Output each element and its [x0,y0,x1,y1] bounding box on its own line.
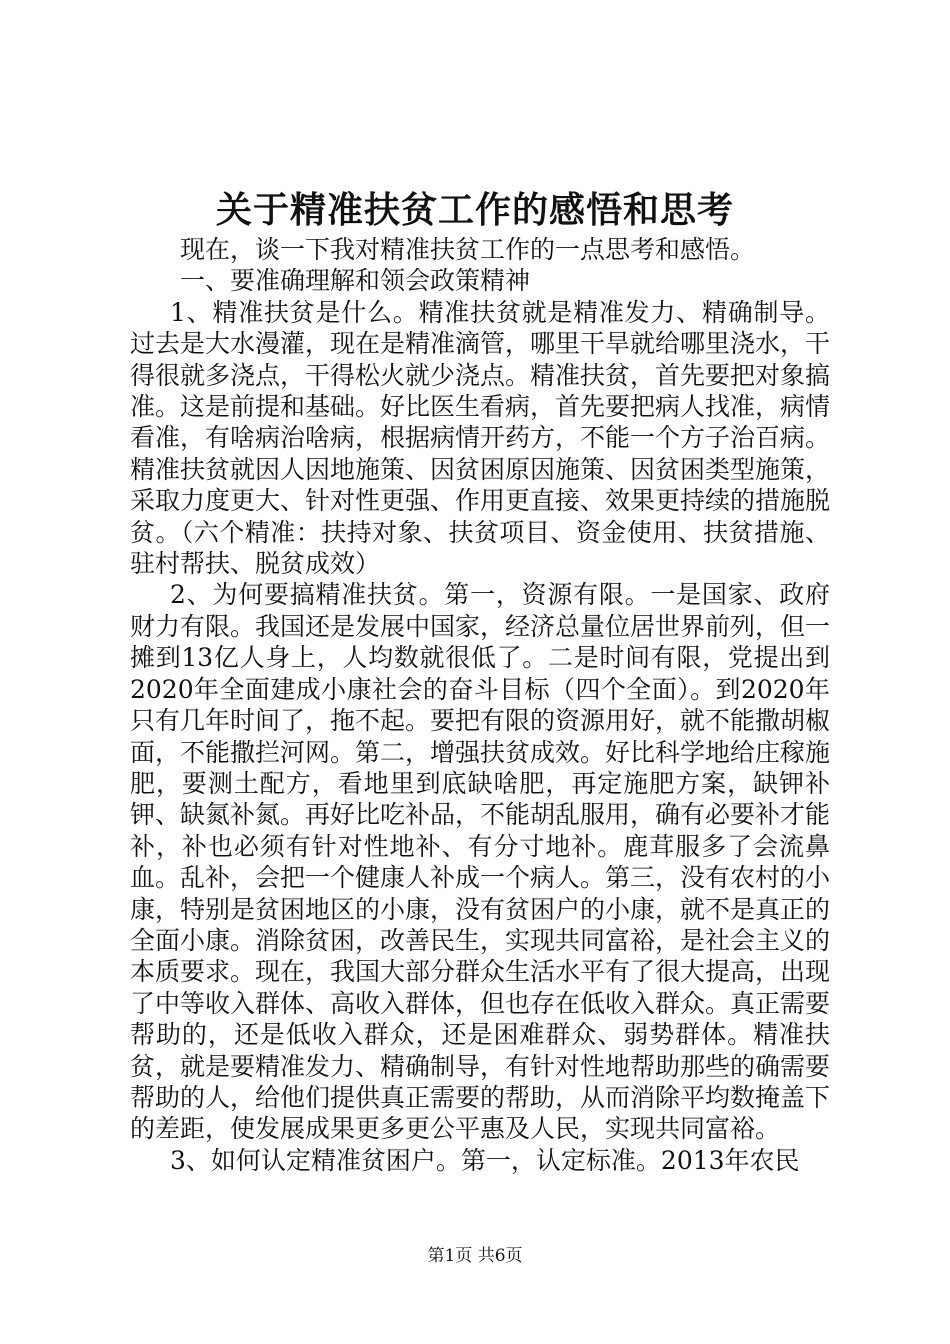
section-heading-1: 一、要准确理解和领会政策精神 [180,266,531,296]
page-footer: 第1页 共6页 [427,1246,523,1266]
paragraph-1: 1、精准扶贫是什么。精准扶贫就是精准发力、精确制导。过去是大水漫灌，现在是精准滴管，哪里干旱就给哪里浇水，干得很就多浇点，干得松火就少浇点。精准扶贫，首先要把对象搞准。这是前提和基础。好比医生看病，首先要把病人找准，病情看准，有啥病治啥病，根据病情开药方，不能一个方子治百病。精准扶贫就因人因地施策、因贫困原因施策、因贫困类型施策，采取力度更大、针对性更强、作用更直接、效果更持续的措施脱贫。（六个精准：扶持对象、扶贫项目、资金使用、扶贫措施、驻村帮扶、脱贫成效） [130,297,831,579]
paragraph-3: 3、如何认定精准贫困户。第一，认定标准。2013年农民 [170,1145,800,1175]
paragraph-2: 2、为何要搞精准扶贫。第一，资源有限。一是国家、政府财力有限。我国还是发展中国家，经济总量位居世界前列，但一摊到13亿人身上，人均数就很低了。二是时间有限，党提出到2020年全面建成小康社会的奋斗目标（四个全面）。到2020年只有几年时间了，拖不起。要把有限的资源用好，就不能撒胡椒面，不能撒拦河网。第二，增强扶贫成效。好比科学地给庄稼施肥，要测土配方，看地里到底缺啥肥，再定施肥方案，缺钾补钾、缺氮补氮。再好比吃补品，不能胡乱服用，确有必要补才能补，补也必须有针对性地补、有分寸地补。鹿茸服多了会流鼻血。乱补，会把一个健康人补成一个病人。第三，没有农村的小康，特别是贫困地区的小康，没有贫困户的小康，就不是真正的全面小康。消除贫困，改善民生，实现共同富裕，是社会主义的本质要求。现在，我国大部分群众生活水平有了很大提高，出现了中等收入群体、高收入群体，但也存在低收入群众。真正需要帮助的，还是低收入群众，还是困难群众、弱势群体。精准扶贫，就是要精准发力、精确制导，有针对性地帮助那些的确需要帮助的人，给他们提供真正需要的帮助，从而消除平均数掩盖下的差距，使发展成果更多更公平惠及人民，实现共同富裕。 [130,580,831,1144]
paragraph-intro: 现在，谈一下我对精准扶贫工作的一点思考和感悟。 [180,235,756,264]
document-title: 关于精准扶贫工作的感悟和思考 [215,189,734,231]
document-body [130,234,830,1176]
